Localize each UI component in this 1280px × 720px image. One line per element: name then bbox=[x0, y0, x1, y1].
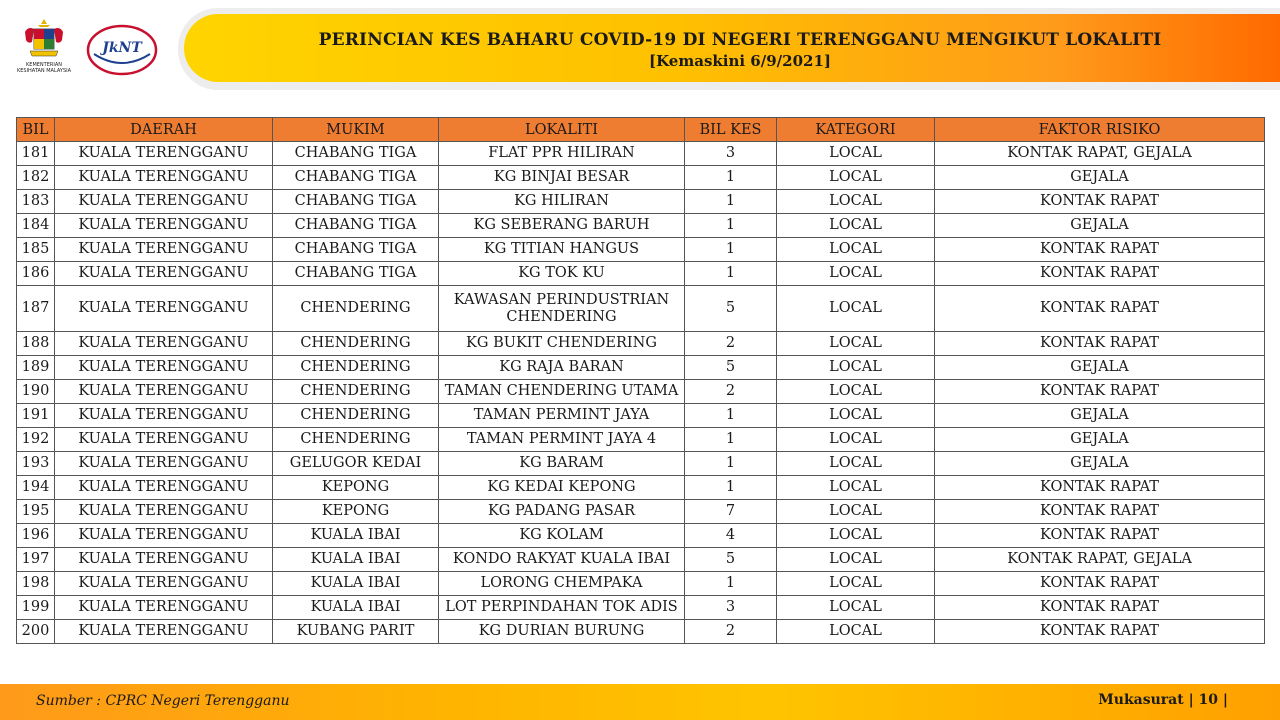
cell-daerah: KUALA TERENGGANU bbox=[55, 476, 273, 500]
cases-table bbox=[16, 117, 1265, 644]
cell-lokaliti: KG PADANG PASAR bbox=[439, 500, 685, 524]
cell-faktor-risiko: KONTAK RAPAT bbox=[935, 380, 1265, 404]
table-header-row bbox=[17, 118, 1265, 142]
cell-mukim: CHABANG TIGA bbox=[273, 214, 439, 238]
cell-lokaliti: TAMAN PERMINT JAYA 4 bbox=[439, 428, 685, 452]
table-row bbox=[17, 548, 1265, 572]
cell-faktor-risiko: KONTAK RAPAT bbox=[935, 572, 1265, 596]
cell-mukim: KEPONG bbox=[273, 500, 439, 524]
cell-kategori: LOCAL bbox=[777, 166, 935, 190]
table-row bbox=[17, 620, 1265, 644]
cell-mukim: KEPONG bbox=[273, 476, 439, 500]
cell-bil-kes: 5 bbox=[685, 548, 777, 572]
cell-mukim: GELUGOR KEDAI bbox=[273, 452, 439, 476]
cell-kategori: LOCAL bbox=[777, 524, 935, 548]
column-header-faktor-risiko: FAKTOR RISIKO bbox=[935, 118, 1265, 142]
cell-bil-kes: 1 bbox=[685, 572, 777, 596]
cell-bil: 187 bbox=[17, 286, 55, 332]
table-row bbox=[17, 214, 1265, 238]
cell-daerah: KUALA TERENGGANU bbox=[55, 190, 273, 214]
cell-faktor-risiko: GEJALA bbox=[935, 214, 1265, 238]
cell-lokaliti: KG RAJA BARAN bbox=[439, 356, 685, 380]
cell-bil: 186 bbox=[17, 262, 55, 286]
cell-kategori: LOCAL bbox=[777, 428, 935, 452]
moh-logo bbox=[12, 18, 76, 82]
cell-daerah: KUALA TERENGGANU bbox=[55, 548, 273, 572]
cell-faktor-risiko: GEJALA bbox=[935, 166, 1265, 190]
cell-lokaliti: KG TOK KU bbox=[439, 262, 685, 286]
cell-lokaliti: TAMAN CHENDERING UTAMA bbox=[439, 380, 685, 404]
cell-bil-kes: 1 bbox=[685, 262, 777, 286]
cell-bil: 191 bbox=[17, 404, 55, 428]
cell-bil: 199 bbox=[17, 596, 55, 620]
cell-bil-kes: 1 bbox=[685, 214, 777, 238]
cell-faktor-risiko: KONTAK RAPAT bbox=[935, 620, 1265, 644]
cell-bil-kes: 3 bbox=[685, 596, 777, 620]
table-row bbox=[17, 572, 1265, 596]
cell-daerah: KUALA TERENGGANU bbox=[55, 620, 273, 644]
cell-daerah: KUALA TERENGGANU bbox=[55, 404, 273, 428]
table-row bbox=[17, 500, 1265, 524]
cell-bil: 195 bbox=[17, 500, 55, 524]
update-date: [Kemaskini 6/9/2021] bbox=[649, 52, 831, 70]
cell-bil-kes: 2 bbox=[685, 620, 777, 644]
cell-lokaliti: KONDO RAKYAT KUALA IBAI bbox=[439, 548, 685, 572]
cell-mukim: KUALA IBAI bbox=[273, 572, 439, 596]
cell-lokaliti: KG BARAM bbox=[439, 452, 685, 476]
cell-kategori: LOCAL bbox=[777, 286, 935, 332]
cell-bil: 197 bbox=[17, 548, 55, 572]
cell-faktor-risiko: KONTAK RAPAT bbox=[935, 500, 1265, 524]
cell-daerah: KUALA TERENGGANU bbox=[55, 286, 273, 332]
source-note: Sumber : CPRC Negeri Terengganu bbox=[36, 693, 290, 709]
cell-kategori: LOCAL bbox=[777, 500, 935, 524]
cell-lokaliti: LORONG CHEMPAKA bbox=[439, 572, 685, 596]
cell-lokaliti: KG BINJAI BESAR bbox=[439, 166, 685, 190]
cell-lokaliti: KG SEBERANG BARUH bbox=[439, 214, 685, 238]
cell-lokaliti: KG KOLAM bbox=[439, 524, 685, 548]
cell-mukim: CHABANG TIGA bbox=[273, 238, 439, 262]
table-row bbox=[17, 596, 1265, 620]
cell-bil: 190 bbox=[17, 380, 55, 404]
table-row bbox=[17, 404, 1265, 428]
cell-mukim: CHENDERING bbox=[273, 356, 439, 380]
cell-faktor-risiko: KONTAK RAPAT bbox=[935, 190, 1265, 214]
cell-mukim: KUALA IBAI bbox=[273, 548, 439, 572]
cell-lokaliti: KAWASAN PERINDUSTRIAN CHENDERING bbox=[439, 286, 685, 332]
cell-faktor-risiko: GEJALA bbox=[935, 428, 1265, 452]
cell-daerah: KUALA TERENGGANU bbox=[55, 596, 273, 620]
cell-daerah: KUALA TERENGGANU bbox=[55, 500, 273, 524]
cell-bil: 192 bbox=[17, 428, 55, 452]
cell-bil-kes: 5 bbox=[685, 356, 777, 380]
cell-kategori: LOCAL bbox=[777, 452, 935, 476]
cell-bil-kes: 5 bbox=[685, 286, 777, 332]
cell-mukim: CHENDERING bbox=[273, 332, 439, 356]
cell-daerah: KUALA TERENGGANU bbox=[55, 166, 273, 190]
cell-bil-kes: 1 bbox=[685, 190, 777, 214]
table-row bbox=[17, 332, 1265, 356]
cell-bil-kes: 1 bbox=[685, 166, 777, 190]
cell-bil: 198 bbox=[17, 572, 55, 596]
cell-daerah: KUALA TERENGGANU bbox=[55, 356, 273, 380]
cell-daerah: KUALA TERENGGANU bbox=[55, 428, 273, 452]
cell-bil: 182 bbox=[17, 166, 55, 190]
cell-kategori: LOCAL bbox=[777, 142, 935, 166]
column-header-mukim: MUKIM bbox=[273, 118, 439, 142]
cell-mukim: KUALA IBAI bbox=[273, 524, 439, 548]
cell-faktor-risiko: KONTAK RAPAT bbox=[935, 262, 1265, 286]
cell-kategori: LOCAL bbox=[777, 262, 935, 286]
table-row bbox=[17, 262, 1265, 286]
cell-bil-kes: 2 bbox=[685, 380, 777, 404]
column-header-lokaliti: LOKALITI bbox=[439, 118, 685, 142]
cell-bil-kes: 1 bbox=[685, 476, 777, 500]
cell-kategori: LOCAL bbox=[777, 356, 935, 380]
moh-caption: KEMENTERIAN KESIHATAN MALAYSIA bbox=[16, 62, 72, 74]
cell-bil: 200 bbox=[17, 620, 55, 644]
cell-faktor-risiko: KONTAK RAPAT bbox=[935, 476, 1265, 500]
cell-kategori: LOCAL bbox=[777, 572, 935, 596]
cell-kategori: LOCAL bbox=[777, 596, 935, 620]
cell-mukim: CHABANG TIGA bbox=[273, 166, 439, 190]
cell-kategori: LOCAL bbox=[777, 214, 935, 238]
cell-kategori: LOCAL bbox=[777, 238, 935, 262]
cell-faktor-risiko: KONTAK RAPAT bbox=[935, 524, 1265, 548]
table-row bbox=[17, 166, 1265, 190]
cell-daerah: KUALA TERENGGANU bbox=[55, 214, 273, 238]
cell-bil-kes: 1 bbox=[685, 428, 777, 452]
cell-mukim: CHABANG TIGA bbox=[273, 190, 439, 214]
cell-mukim: CHABANG TIGA bbox=[273, 262, 439, 286]
table-body bbox=[17, 142, 1265, 644]
cell-bil: 196 bbox=[17, 524, 55, 548]
cell-lokaliti: KG TITIAN HANGUS bbox=[439, 238, 685, 262]
table-row bbox=[17, 238, 1265, 262]
cell-lokaliti: LOT PERPINDAHAN TOK ADIS bbox=[439, 596, 685, 620]
cell-lokaliti: KG DURIAN BURUNG bbox=[439, 620, 685, 644]
cell-daerah: KUALA TERENGGANU bbox=[55, 238, 273, 262]
table-row bbox=[17, 190, 1265, 214]
cell-bil: 193 bbox=[17, 452, 55, 476]
cell-kategori: LOCAL bbox=[777, 620, 935, 644]
cell-kategori: LOCAL bbox=[777, 332, 935, 356]
cell-faktor-risiko: KONTAK RAPAT bbox=[935, 596, 1265, 620]
cell-mukim: CHABANG TIGA bbox=[273, 142, 439, 166]
cell-bil-kes: 4 bbox=[685, 524, 777, 548]
cell-mukim: KUBANG PARIT bbox=[273, 620, 439, 644]
jknt-logo bbox=[86, 24, 158, 76]
cell-bil-kes: 7 bbox=[685, 500, 777, 524]
cell-faktor-risiko: KONTAK RAPAT bbox=[935, 286, 1265, 332]
cell-kategori: LOCAL bbox=[777, 404, 935, 428]
cell-daerah: KUALA TERENGGANU bbox=[55, 332, 273, 356]
cell-mukim: CHENDERING bbox=[273, 404, 439, 428]
cell-faktor-risiko: KONTAK RAPAT bbox=[935, 332, 1265, 356]
cell-faktor-risiko: KONTAK RAPAT, GEJALA bbox=[935, 142, 1265, 166]
cell-bil: 188 bbox=[17, 332, 55, 356]
cell-bil: 184 bbox=[17, 214, 55, 238]
column-header-bil: BIL bbox=[17, 118, 55, 142]
cell-faktor-risiko: GEJALA bbox=[935, 356, 1265, 380]
cell-kategori: LOCAL bbox=[777, 190, 935, 214]
column-header-kategori: KATEGORI bbox=[777, 118, 935, 142]
cell-mukim: CHENDERING bbox=[273, 380, 439, 404]
table-row bbox=[17, 356, 1265, 380]
jknt-logo-text: JkNT bbox=[102, 40, 142, 56]
cell-daerah: KUALA TERENGGANU bbox=[55, 380, 273, 404]
table-row bbox=[17, 380, 1265, 404]
table-row bbox=[17, 476, 1265, 500]
cell-lokaliti: KG HILIRAN bbox=[439, 190, 685, 214]
column-header-bil-kes: BIL KES bbox=[685, 118, 777, 142]
cell-daerah: KUALA TERENGGANU bbox=[55, 524, 273, 548]
cell-bil-kes: 3 bbox=[685, 142, 777, 166]
cell-daerah: KUALA TERENGGANU bbox=[55, 262, 273, 286]
cell-lokaliti: KG BUKIT CHENDERING bbox=[439, 332, 685, 356]
cell-bil: 189 bbox=[17, 356, 55, 380]
table-row bbox=[17, 524, 1265, 548]
page-number: Mukasurat | 10 | bbox=[1098, 692, 1228, 708]
cell-bil: 185 bbox=[17, 238, 55, 262]
cell-bil: 183 bbox=[17, 190, 55, 214]
cell-daerah: KUALA TERENGGANU bbox=[55, 452, 273, 476]
cell-faktor-risiko: GEJALA bbox=[935, 404, 1265, 428]
table-row bbox=[17, 452, 1265, 476]
table-row bbox=[17, 428, 1265, 452]
cell-faktor-risiko: KONTAK RAPAT bbox=[935, 238, 1265, 262]
cell-bil-kes: 1 bbox=[685, 452, 777, 476]
cell-lokaliti: FLAT PPR HILIRAN bbox=[439, 142, 685, 166]
cell-bil-kes: 1 bbox=[685, 404, 777, 428]
cell-bil: 194 bbox=[17, 476, 55, 500]
cell-lokaliti: TAMAN PERMINT JAYA bbox=[439, 404, 685, 428]
cell-kategori: LOCAL bbox=[777, 476, 935, 500]
cell-faktor-risiko: KONTAK RAPAT, GEJALA bbox=[935, 548, 1265, 572]
cell-mukim: CHENDERING bbox=[273, 428, 439, 452]
cell-daerah: KUALA TERENGGANU bbox=[55, 142, 273, 166]
cell-daerah: KUALA TERENGGANU bbox=[55, 572, 273, 596]
table-row bbox=[17, 286, 1265, 332]
cell-bil-kes: 1 bbox=[685, 238, 777, 262]
cell-kategori: LOCAL bbox=[777, 380, 935, 404]
coat-of-arms-icon bbox=[22, 18, 66, 60]
cell-bil: 181 bbox=[17, 142, 55, 166]
cell-mukim: CHENDERING bbox=[273, 286, 439, 332]
page-title: PERINCIAN KES BAHARU COVID-19 DI NEGERI TERENGGANU MENGIKUT LOKALITI bbox=[318, 30, 1162, 50]
cell-mukim: KUALA IBAI bbox=[273, 596, 439, 620]
table-row bbox=[17, 142, 1265, 166]
cell-bil-kes: 2 bbox=[685, 332, 777, 356]
cell-kategori: LOCAL bbox=[777, 548, 935, 572]
column-header-daerah: DAERAH bbox=[55, 118, 273, 142]
cell-faktor-risiko: GEJALA bbox=[935, 452, 1265, 476]
cell-lokaliti: KG KEDAI KEPONG bbox=[439, 476, 685, 500]
